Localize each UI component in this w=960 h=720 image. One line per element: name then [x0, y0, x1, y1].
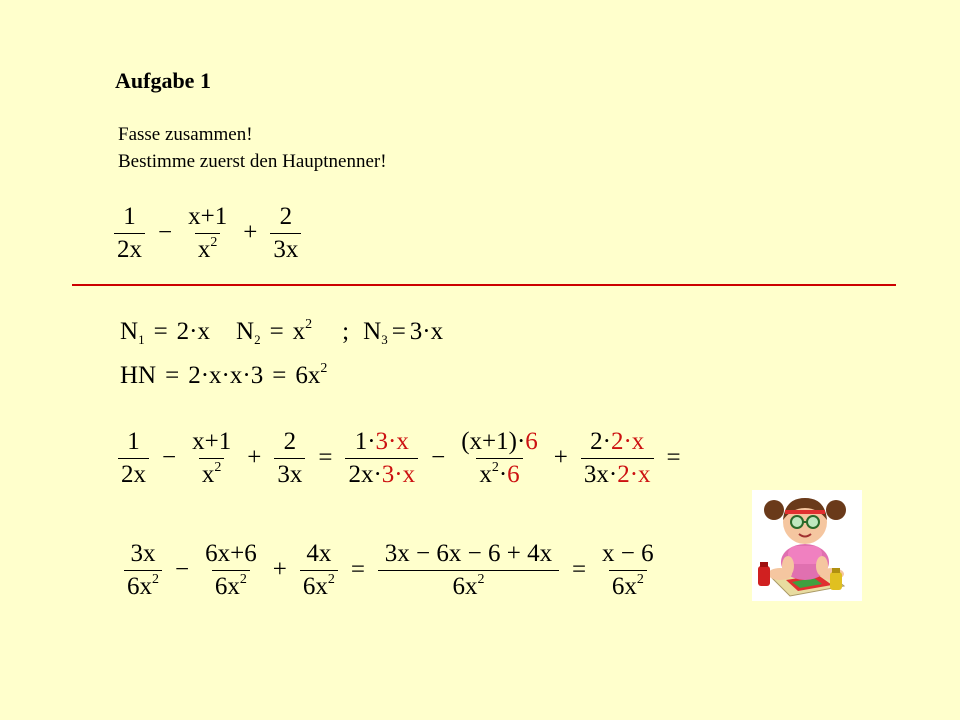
expanded-fraction-3: $\frac{2\cdot 2\cdot x}{3x\cdot 2\cdot x}$ [581, 428, 654, 488]
instructions [118, 121, 387, 175]
page-title: Aufgabe 1 [115, 68, 211, 93]
instruction-line-2: Bestimme zuerst den Hauptnenner! [118, 151, 387, 172]
fraction: $\frac{1}{2x}$ [118, 428, 149, 488]
fraction: $\frac{2}{3x}$ [274, 428, 305, 488]
operator: − [158, 219, 173, 246]
instruction-line-1: Fasse zusammen! [118, 124, 253, 145]
combined-step: $\frac{3x}{6x^2}$ − $\frac{6x+6}{6x^2}$ + $\frac{4x}{6x^2}$ = $\frac{3x - 6x - 6 + 4x}{6x^2}$ = $\frac{x - 6}{6x^2}$ [120, 540, 661, 600]
expansion-step: $\frac{1}{2x}$ − $\frac{x+1}{x^2}$ + $\frac{2}{3x}$ = $\frac{1\cdot 3\cdot x}{2x\cdot 3\cdot x}$ − $\frac{(x+1)\cdot 6}{x^2\cdot 6}$ + $\frac{2\cdot 2\cdot x}{3x\cdot 2\cdot x}$ = [114, 428, 690, 488]
combined-fraction: $\frac{3x - 6x - 6 + 4x}{6x^2}$ [378, 540, 559, 600]
fraction-2: $\frac{x+1}{x^2}$ [188, 203, 228, 263]
denominators-line: $N_1$ = 2·x $N_2$ = $x^2$ ; $N_3$ = 3·x [120, 317, 444, 347]
girl-painting-icon [752, 490, 862, 601]
expanded-fraction-2: $\frac{(x+1)\cdot 6}{x^2\cdot 6}$ [461, 428, 538, 488]
task-expression [110, 203, 305, 263]
fraction: $\frac{3x}{6x^2}$ [124, 540, 162, 600]
fraction: $\frac{6x+6}{6x^2}$ [205, 540, 257, 600]
girl-painting-illustration [752, 490, 862, 601]
operator: + [243, 219, 258, 246]
fraction-3: $\frac{2}{3x}$ [270, 203, 301, 263]
expanded-fraction-1: $\frac{1\cdot 3\cdot x}{2x\cdot 3\cdot x}$ [345, 428, 418, 488]
result-fraction: $\frac{x - 6}{6x^2}$ [602, 540, 654, 600]
fraction-1: $\frac{1}{2x}$ [114, 203, 145, 263]
fraction: $\frac{x+1}{x^2}$ [192, 428, 232, 488]
hauptnenner-line: HN = 2·x·x·3 = $6x^2$ [120, 361, 328, 389]
divider-line [72, 284, 896, 286]
fraction: $\frac{4x}{6x^2}$ [300, 540, 338, 600]
